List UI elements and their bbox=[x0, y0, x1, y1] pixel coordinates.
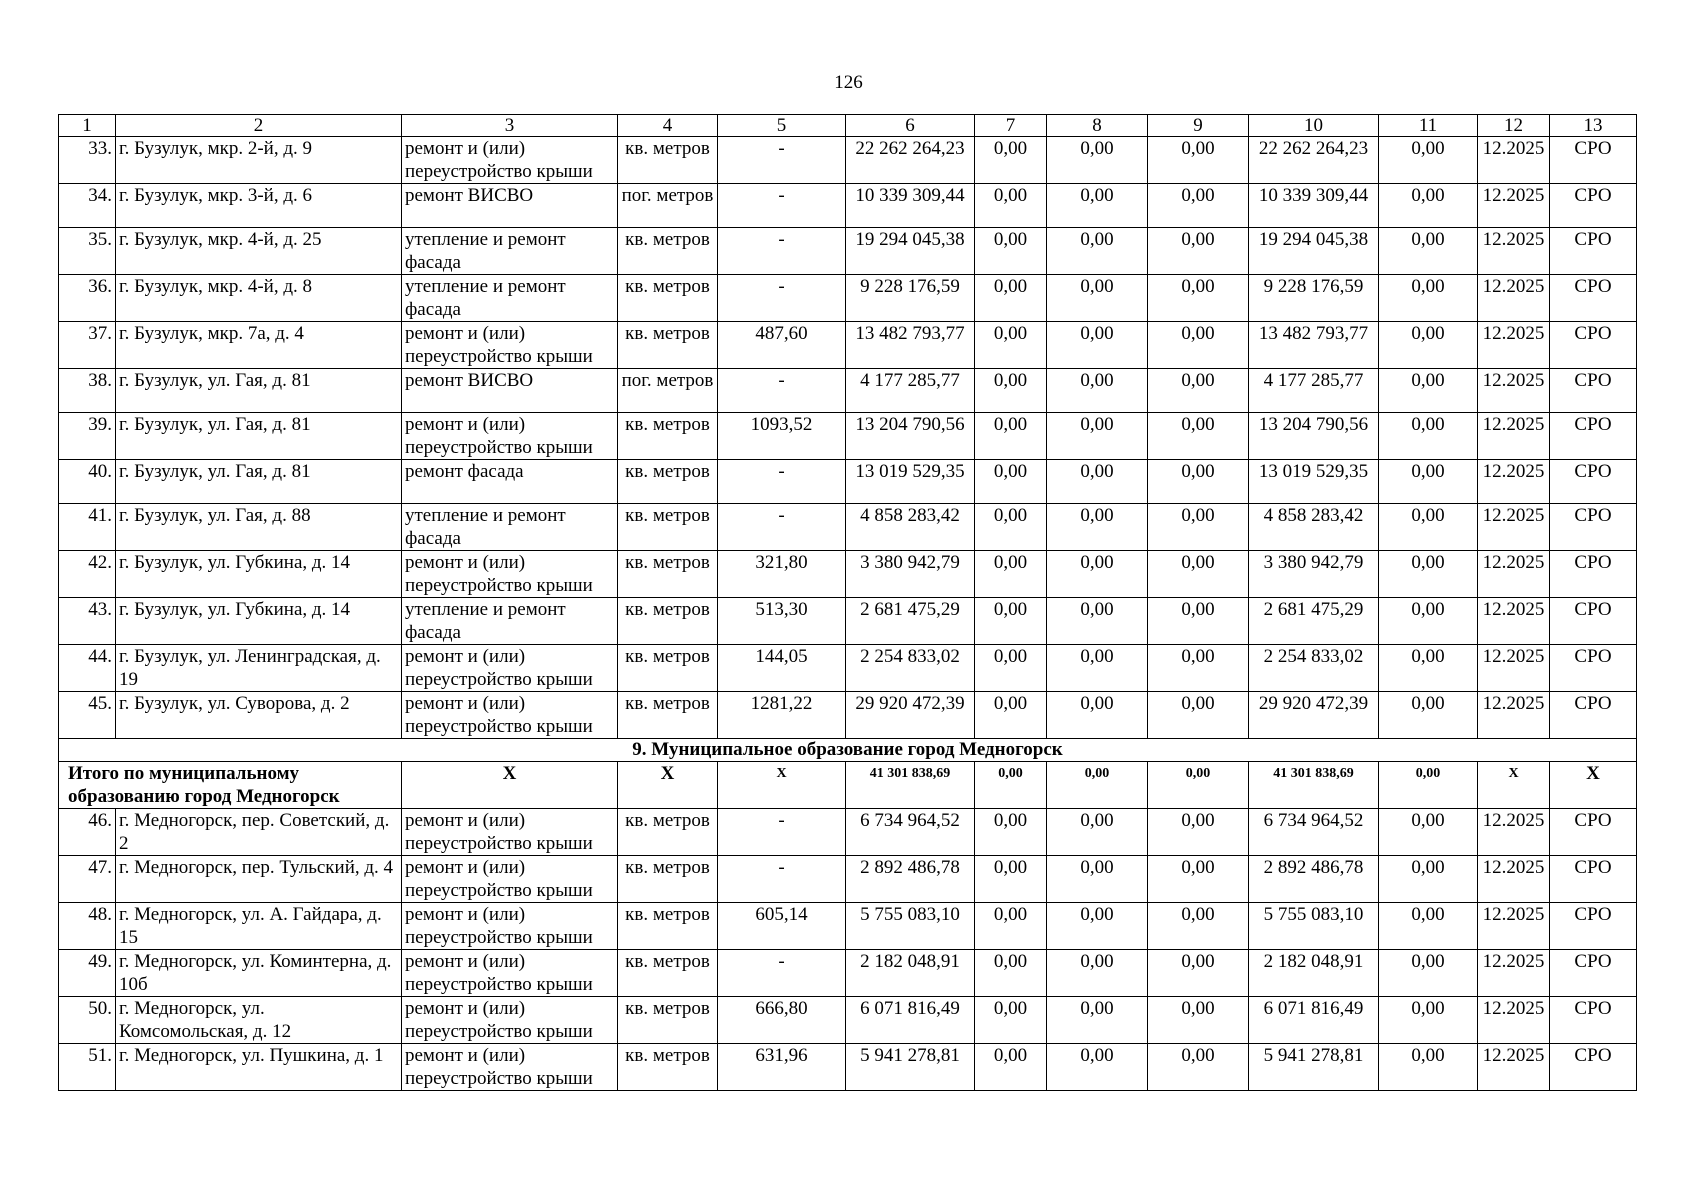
funding-cell: 0,00 bbox=[1047, 950, 1148, 997]
work-type-cell: утепление и ремонт фасада bbox=[402, 504, 618, 551]
completion-date-cell: 12.2025 bbox=[1478, 413, 1550, 460]
total-x-cell: X bbox=[718, 762, 846, 809]
funding-cell: 0,00 bbox=[1047, 1044, 1148, 1091]
work-type-cell: ремонт и (или) переустройство крыши bbox=[402, 809, 618, 856]
funding-cell: 0,00 bbox=[1047, 504, 1148, 551]
work-type-cell: ремонт и (или) переустройство крыши bbox=[402, 856, 618, 903]
funding-cell: 0,00 bbox=[1047, 413, 1148, 460]
total-cost-cell: 22 262 264,23 bbox=[846, 137, 975, 184]
work-type-cell: ремонт и (или) переустройство крыши bbox=[402, 551, 618, 598]
unit-cell: кв. метров bbox=[618, 903, 718, 950]
funding-cell: 0,00 bbox=[1148, 997, 1249, 1044]
owner-funds-cell: 2 892 486,78 bbox=[1249, 856, 1379, 903]
completion-date-cell: 12.2025 bbox=[1478, 137, 1550, 184]
funding-cell: 0,00 bbox=[1379, 1044, 1478, 1091]
work-type-cell: ремонт и (или) переустройство крыши bbox=[402, 645, 618, 692]
quantity-cell: - bbox=[718, 809, 846, 856]
method-cell: СРО bbox=[1550, 903, 1637, 950]
owner-funds-cell: 10 339 309,44 bbox=[1249, 184, 1379, 228]
funding-cell: 0,00 bbox=[1379, 275, 1478, 322]
quantity-cell: - bbox=[718, 228, 846, 275]
funding-cell: 0,00 bbox=[1047, 275, 1148, 322]
method-cell: СРО bbox=[1550, 504, 1637, 551]
funding-cell: 0,00 bbox=[1047, 322, 1148, 369]
funding-cell: 0,00 bbox=[975, 856, 1047, 903]
funding-cell: 0,00 bbox=[975, 551, 1047, 598]
quantity-cell: 1281,22 bbox=[718, 692, 846, 739]
table-row bbox=[59, 551, 1637, 598]
funding-cell: 0,00 bbox=[1047, 997, 1148, 1044]
row-number: 44. bbox=[59, 645, 116, 692]
table-row bbox=[59, 322, 1637, 369]
address-cell: г. Бузулук, мкр. 7а, д. 4 bbox=[116, 322, 402, 369]
unit-cell: кв. метров bbox=[618, 598, 718, 645]
address-cell: г. Медногорск, ул. Пушкина, д. 1 bbox=[116, 1044, 402, 1091]
work-type-cell: ремонт ВИСВО bbox=[402, 184, 618, 228]
table-row bbox=[59, 460, 1637, 504]
unit-cell: кв. метров bbox=[618, 137, 718, 184]
row-number: 35. bbox=[59, 228, 116, 275]
table-row bbox=[59, 809, 1637, 856]
total-x-cell: X bbox=[1550, 762, 1637, 809]
address-cell: г. Медногорск, ул. А. Гайдара, д. 15 bbox=[116, 903, 402, 950]
funding-cell: 0,00 bbox=[1148, 645, 1249, 692]
method-cell: СРО bbox=[1550, 322, 1637, 369]
section-title: 9. Муниципальное образование город Медногорск bbox=[59, 739, 1637, 762]
row-number: 42. bbox=[59, 551, 116, 598]
funding-cell: 0,00 bbox=[975, 369, 1047, 413]
funding-cell: 0,00 bbox=[1379, 950, 1478, 997]
table-row bbox=[59, 645, 1637, 692]
funding-cell: 0,00 bbox=[1047, 369, 1148, 413]
work-type-cell: ремонт и (или) переустройство крыши bbox=[402, 997, 618, 1044]
quantity-cell: - bbox=[718, 369, 846, 413]
total-x-cell: X bbox=[618, 762, 718, 809]
funding-cell: 0,00 bbox=[1047, 645, 1148, 692]
funding-cell: 0,00 bbox=[1047, 137, 1148, 184]
column-number: 8 bbox=[1047, 115, 1148, 137]
completion-date-cell: 12.2025 bbox=[1478, 551, 1550, 598]
table-row bbox=[59, 369, 1637, 413]
funding-cell: 0,00 bbox=[1379, 137, 1478, 184]
funding-cell: 0,00 bbox=[1148, 322, 1249, 369]
funding-cell: 0,00 bbox=[1379, 598, 1478, 645]
table-row bbox=[59, 692, 1637, 739]
column-number: 2 bbox=[116, 115, 402, 137]
address-cell: г. Бузулук, мкр. 2-й, д. 9 bbox=[116, 137, 402, 184]
quantity-cell: 487,60 bbox=[718, 322, 846, 369]
column-number: 4 bbox=[618, 115, 718, 137]
funding-cell: 0,00 bbox=[975, 137, 1047, 184]
total-cost-cell: 4 858 283,42 bbox=[846, 504, 975, 551]
address-cell: г. Медногорск, пер. Советский, д. 2 bbox=[116, 809, 402, 856]
owner-funds-cell: 13 204 790,56 bbox=[1249, 413, 1379, 460]
quantity-cell: - bbox=[718, 460, 846, 504]
quantity-cell: - bbox=[718, 137, 846, 184]
method-cell: СРО bbox=[1550, 692, 1637, 739]
completion-date-cell: 12.2025 bbox=[1478, 228, 1550, 275]
quantity-cell: 631,96 bbox=[718, 1044, 846, 1091]
owner-funds-cell: 29 920 472,39 bbox=[1249, 692, 1379, 739]
unit-cell: кв. метров bbox=[618, 551, 718, 598]
method-cell: СРО bbox=[1550, 460, 1637, 504]
owner-funds-cell: 6 071 816,49 bbox=[1249, 997, 1379, 1044]
work-type-cell: утепление и ремонт фасада bbox=[402, 275, 618, 322]
unit-cell: кв. метров bbox=[618, 809, 718, 856]
funding-cell: 0,00 bbox=[1148, 369, 1249, 413]
address-cell: г. Бузулук, ул. Губкина, д. 14 bbox=[116, 598, 402, 645]
total-cost-cell: 9 228 176,59 bbox=[846, 275, 975, 322]
method-cell: СРО bbox=[1550, 950, 1637, 997]
completion-date-cell: 12.2025 bbox=[1478, 1044, 1550, 1091]
funding-cell: 0,00 bbox=[975, 997, 1047, 1044]
funding-cell: 0,00 bbox=[1379, 903, 1478, 950]
quantity-cell: 321,80 bbox=[718, 551, 846, 598]
total-label: Итого по муниципальному образованию город Медногорск bbox=[59, 762, 402, 809]
funding-cell: 0,00 bbox=[1379, 369, 1478, 413]
funding-cell: 0,00 bbox=[1148, 856, 1249, 903]
owner-funds-cell: 3 380 942,79 bbox=[1249, 551, 1379, 598]
funding-cell: 0,00 bbox=[1379, 809, 1478, 856]
method-cell: СРО bbox=[1550, 551, 1637, 598]
funding-cell: 0,00 bbox=[1148, 504, 1249, 551]
completion-date-cell: 12.2025 bbox=[1478, 322, 1550, 369]
method-cell: СРО bbox=[1550, 997, 1637, 1044]
table-row bbox=[59, 997, 1637, 1044]
funding-cell: 0,00 bbox=[1148, 809, 1249, 856]
method-cell: СРО bbox=[1550, 645, 1637, 692]
table-row bbox=[59, 950, 1637, 997]
quantity-cell: - bbox=[718, 184, 846, 228]
repair-schedule-table bbox=[58, 114, 1637, 1091]
unit-cell: кв. метров bbox=[618, 856, 718, 903]
funding-cell: 0,00 bbox=[1047, 184, 1148, 228]
funding-cell: 0,00 bbox=[1379, 856, 1478, 903]
quantity-cell: 1093,52 bbox=[718, 413, 846, 460]
work-type-cell: ремонт и (или) переустройство крыши bbox=[402, 950, 618, 997]
owner-funds-cell: 22 262 264,23 bbox=[1249, 137, 1379, 184]
funding-cell: 0,00 bbox=[975, 275, 1047, 322]
completion-date-cell: 12.2025 bbox=[1478, 692, 1550, 739]
address-cell: г. Медногорск, ул. Коминтерна, д. 10б bbox=[116, 950, 402, 997]
row-number: 36. bbox=[59, 275, 116, 322]
funding-cell: 0,00 bbox=[975, 598, 1047, 645]
funding-cell: 0,00 bbox=[1047, 809, 1148, 856]
funding-cell: 0,00 bbox=[1148, 598, 1249, 645]
total-cost-cell: 2 892 486,78 bbox=[846, 856, 975, 903]
column-number: 9 bbox=[1148, 115, 1249, 137]
address-cell: г. Бузулук, мкр. 4-й, д. 8 bbox=[116, 275, 402, 322]
completion-date-cell: 12.2025 bbox=[1478, 856, 1550, 903]
column-number: 3 bbox=[402, 115, 618, 137]
funding-cell: 0,00 bbox=[1047, 856, 1148, 903]
table-row bbox=[59, 1044, 1637, 1091]
work-type-cell: ремонт ВИСВО bbox=[402, 369, 618, 413]
quantity-cell: - bbox=[718, 950, 846, 997]
column-number: 10 bbox=[1249, 115, 1379, 137]
total-cost-cell: 6 071 816,49 bbox=[846, 997, 975, 1044]
row-number: 43. bbox=[59, 598, 116, 645]
completion-date-cell: 12.2025 bbox=[1478, 460, 1550, 504]
funding-cell: 0,00 bbox=[1379, 692, 1478, 739]
unit-cell: кв. метров bbox=[618, 228, 718, 275]
quantity-cell: 605,14 bbox=[718, 903, 846, 950]
owner-funds-cell: 2 681 475,29 bbox=[1249, 598, 1379, 645]
completion-date-cell: 12.2025 bbox=[1478, 645, 1550, 692]
row-number: 33. bbox=[59, 137, 116, 184]
row-number: 39. bbox=[59, 413, 116, 460]
funding-cell: 0,00 bbox=[1148, 1044, 1249, 1091]
table-row bbox=[59, 504, 1637, 551]
unit-cell: кв. метров bbox=[618, 504, 718, 551]
funding-cell: 0,00 bbox=[1379, 551, 1478, 598]
column-number: 12 bbox=[1478, 115, 1550, 137]
owner-funds-cell: 19 294 045,38 bbox=[1249, 228, 1379, 275]
total-cost-cell: 10 339 309,44 bbox=[846, 184, 975, 228]
row-number: 34. bbox=[59, 184, 116, 228]
unit-cell: кв. метров bbox=[618, 692, 718, 739]
funding-cell: 0,00 bbox=[1379, 322, 1478, 369]
column-number: 7 bbox=[975, 115, 1047, 137]
total-cost-cell: 13 019 529,35 bbox=[846, 460, 975, 504]
address-cell: г. Бузулук, мкр. 4-й, д. 25 bbox=[116, 228, 402, 275]
total-funding-cell: 0,00 bbox=[1379, 762, 1478, 809]
total-cost-cell: 2 182 048,91 bbox=[846, 950, 975, 997]
address-cell: г. Бузулук, мкр. 3-й, д. 6 bbox=[116, 184, 402, 228]
funding-cell: 0,00 bbox=[975, 504, 1047, 551]
address-cell: г. Бузулук, ул. Ленинградская, д. 19 bbox=[116, 645, 402, 692]
unit-cell: кв. метров bbox=[618, 997, 718, 1044]
column-number: 11 bbox=[1379, 115, 1478, 137]
funding-cell: 0,00 bbox=[1148, 460, 1249, 504]
method-cell: СРО bbox=[1550, 369, 1637, 413]
method-cell: СРО bbox=[1550, 137, 1637, 184]
row-number: 46. bbox=[59, 809, 116, 856]
method-cell: СРО bbox=[1550, 275, 1637, 322]
funding-cell: 0,00 bbox=[1379, 228, 1478, 275]
table-row bbox=[59, 598, 1637, 645]
work-type-cell: ремонт и (или) переустройство крыши bbox=[402, 137, 618, 184]
quantity-cell: - bbox=[718, 856, 846, 903]
total-x-cell: X bbox=[402, 762, 618, 809]
quantity-cell: 666,80 bbox=[718, 997, 846, 1044]
funding-cell: 0,00 bbox=[1148, 228, 1249, 275]
table-row bbox=[59, 137, 1637, 184]
owner-funds-cell: 13 019 529,35 bbox=[1249, 460, 1379, 504]
total-funding-cell: 0,00 bbox=[975, 762, 1047, 809]
funding-cell: 0,00 bbox=[1379, 460, 1478, 504]
total-cost-cell: 5 941 278,81 bbox=[846, 1044, 975, 1091]
row-number: 51. bbox=[59, 1044, 116, 1091]
row-number: 47. bbox=[59, 856, 116, 903]
address-cell: г. Бузулук, ул. Гая, д. 81 bbox=[116, 413, 402, 460]
funding-cell: 0,00 bbox=[1379, 413, 1478, 460]
unit-cell: пог. метров bbox=[618, 369, 718, 413]
completion-date-cell: 12.2025 bbox=[1478, 950, 1550, 997]
owner-funds-cell: 2 254 833,02 bbox=[1249, 645, 1379, 692]
funding-cell: 0,00 bbox=[975, 903, 1047, 950]
completion-date-cell: 12.2025 bbox=[1478, 504, 1550, 551]
quantity-cell: 144,05 bbox=[718, 645, 846, 692]
funding-cell: 0,00 bbox=[1047, 460, 1148, 504]
work-type-cell: ремонт фасада bbox=[402, 460, 618, 504]
work-type-cell: утепление и ремонт фасада bbox=[402, 598, 618, 645]
column-number: 1 bbox=[59, 115, 116, 137]
unit-cell: кв. метров bbox=[618, 645, 718, 692]
section-header-row bbox=[59, 739, 1637, 762]
funding-cell: 0,00 bbox=[975, 184, 1047, 228]
work-type-cell: ремонт и (или) переустройство крыши bbox=[402, 903, 618, 950]
row-number: 38. bbox=[59, 369, 116, 413]
owner-funds-cell: 4 177 285,77 bbox=[1249, 369, 1379, 413]
row-number: 49. bbox=[59, 950, 116, 997]
row-number: 48. bbox=[59, 903, 116, 950]
method-cell: СРО bbox=[1550, 598, 1637, 645]
work-type-cell: ремонт и (или) переустройство крыши bbox=[402, 413, 618, 460]
owner-funds-cell: 4 858 283,42 bbox=[1249, 504, 1379, 551]
funding-cell: 0,00 bbox=[1148, 950, 1249, 997]
row-number: 41. bbox=[59, 504, 116, 551]
row-number: 45. bbox=[59, 692, 116, 739]
method-cell: СРО bbox=[1550, 228, 1637, 275]
table-row bbox=[59, 228, 1637, 275]
owner-funds-cell: 6 734 964,52 bbox=[1249, 809, 1379, 856]
funding-cell: 0,00 bbox=[1047, 903, 1148, 950]
method-cell: СРО bbox=[1550, 1044, 1637, 1091]
quantity-cell: - bbox=[718, 504, 846, 551]
owner-funds-cell: 5 755 083,10 bbox=[1249, 903, 1379, 950]
total-cost-cell: 19 294 045,38 bbox=[846, 228, 975, 275]
page-number: 126 bbox=[834, 72, 863, 93]
work-type-cell: ремонт и (или) переустройство крыши bbox=[402, 692, 618, 739]
method-cell: СРО bbox=[1550, 856, 1637, 903]
completion-date-cell: 12.2025 bbox=[1478, 903, 1550, 950]
total-sum-cell: 41 301 838,69 bbox=[846, 762, 975, 809]
unit-cell: кв. метров bbox=[618, 460, 718, 504]
funding-cell: 0,00 bbox=[1148, 137, 1249, 184]
funding-cell: 0,00 bbox=[975, 1044, 1047, 1091]
unit-cell: кв. метров bbox=[618, 1044, 718, 1091]
total-cost-cell: 6 734 964,52 bbox=[846, 809, 975, 856]
work-type-cell: ремонт и (или) переустройство крыши bbox=[402, 1044, 618, 1091]
funding-cell: 0,00 bbox=[975, 645, 1047, 692]
total-cost-cell: 4 177 285,77 bbox=[846, 369, 975, 413]
funding-cell: 0,00 bbox=[975, 950, 1047, 997]
owner-funds-cell: 13 482 793,77 bbox=[1249, 322, 1379, 369]
funding-cell: 0,00 bbox=[1148, 551, 1249, 598]
address-cell: г. Бузулук, ул. Гая, д. 81 bbox=[116, 460, 402, 504]
address-cell: г. Бузулук, ул. Губкина, д. 14 bbox=[116, 551, 402, 598]
funding-cell: 0,00 bbox=[1148, 692, 1249, 739]
column-number: 13 bbox=[1550, 115, 1637, 137]
column-number: 5 bbox=[718, 115, 846, 137]
row-number: 50. bbox=[59, 997, 116, 1044]
unit-cell: кв. метров bbox=[618, 275, 718, 322]
total-cost-cell: 13 204 790,56 bbox=[846, 413, 975, 460]
column-number: 6 bbox=[846, 115, 975, 137]
funding-cell: 0,00 bbox=[975, 322, 1047, 369]
funding-cell: 0,00 bbox=[1047, 692, 1148, 739]
funding-cell: 0,00 bbox=[1379, 997, 1478, 1044]
funding-cell: 0,00 bbox=[1148, 413, 1249, 460]
funding-cell: 0,00 bbox=[1148, 184, 1249, 228]
total-cost-cell: 29 920 472,39 bbox=[846, 692, 975, 739]
row-number: 40. bbox=[59, 460, 116, 504]
address-cell: г. Бузулук, ул. Гая, д. 88 bbox=[116, 504, 402, 551]
address-cell: г. Медногорск, пер. Тульский, д. 4 bbox=[116, 856, 402, 903]
completion-date-cell: 12.2025 bbox=[1478, 809, 1550, 856]
completion-date-cell: 12.2025 bbox=[1478, 369, 1550, 413]
unit-cell: кв. метров bbox=[618, 322, 718, 369]
total-funding-cell: 0,00 bbox=[1047, 762, 1148, 809]
address-cell: г. Бузулук, ул. Гая, д. 81 bbox=[116, 369, 402, 413]
column-number-header bbox=[59, 115, 1637, 137]
funding-cell: 0,00 bbox=[975, 460, 1047, 504]
table-row bbox=[59, 275, 1637, 322]
funding-cell: 0,00 bbox=[975, 692, 1047, 739]
table-row bbox=[59, 413, 1637, 460]
total-funding-cell: 0,00 bbox=[1148, 762, 1249, 809]
address-cell: г. Бузулук, ул. Суворова, д. 2 bbox=[116, 692, 402, 739]
funding-cell: 0,00 bbox=[1379, 504, 1478, 551]
funding-cell: 0,00 bbox=[1047, 228, 1148, 275]
total-cost-cell: 3 380 942,79 bbox=[846, 551, 975, 598]
funding-cell: 0,00 bbox=[1148, 275, 1249, 322]
funding-cell: 0,00 bbox=[1379, 645, 1478, 692]
table-row bbox=[59, 184, 1637, 228]
total-cost-cell: 13 482 793,77 bbox=[846, 322, 975, 369]
owner-funds-cell: 9 228 176,59 bbox=[1249, 275, 1379, 322]
total-owner-funds-cell: 41 301 838,69 bbox=[1249, 762, 1379, 809]
funding-cell: 0,00 bbox=[1047, 551, 1148, 598]
address-cell: г. Медногорск, ул. Комсомольская, д. 12 bbox=[116, 997, 402, 1044]
owner-funds-cell: 5 941 278,81 bbox=[1249, 1044, 1379, 1091]
funding-cell: 0,00 bbox=[975, 809, 1047, 856]
total-cost-cell: 2 254 833,02 bbox=[846, 645, 975, 692]
funding-cell: 0,00 bbox=[975, 413, 1047, 460]
work-type-cell: ремонт и (или) переустройство крыши bbox=[402, 322, 618, 369]
completion-date-cell: 12.2025 bbox=[1478, 997, 1550, 1044]
completion-date-cell: 12.2025 bbox=[1478, 184, 1550, 228]
completion-date-cell: 12.2025 bbox=[1478, 275, 1550, 322]
unit-cell: кв. метров bbox=[618, 950, 718, 997]
method-cell: СРО bbox=[1550, 413, 1637, 460]
method-cell: СРО bbox=[1550, 809, 1637, 856]
quantity-cell: 513,30 bbox=[718, 598, 846, 645]
total-x-cell: X bbox=[1478, 762, 1550, 809]
work-type-cell: утепление и ремонт фасада bbox=[402, 228, 618, 275]
row-number: 37. bbox=[59, 322, 116, 369]
funding-cell: 0,00 bbox=[975, 228, 1047, 275]
unit-cell: пог. метров bbox=[618, 184, 718, 228]
owner-funds-cell: 2 182 048,91 bbox=[1249, 950, 1379, 997]
table-row bbox=[59, 903, 1637, 950]
funding-cell: 0,00 bbox=[1379, 184, 1478, 228]
funding-cell: 0,00 bbox=[1148, 903, 1249, 950]
quantity-cell: - bbox=[718, 275, 846, 322]
completion-date-cell: 12.2025 bbox=[1478, 598, 1550, 645]
total-row bbox=[59, 762, 1637, 809]
total-cost-cell: 5 755 083,10 bbox=[846, 903, 975, 950]
total-cost-cell: 2 681 475,29 bbox=[846, 598, 975, 645]
method-cell: СРО bbox=[1550, 184, 1637, 228]
funding-cell: 0,00 bbox=[1047, 598, 1148, 645]
unit-cell: кв. метров bbox=[618, 413, 718, 460]
table-row bbox=[59, 856, 1637, 903]
